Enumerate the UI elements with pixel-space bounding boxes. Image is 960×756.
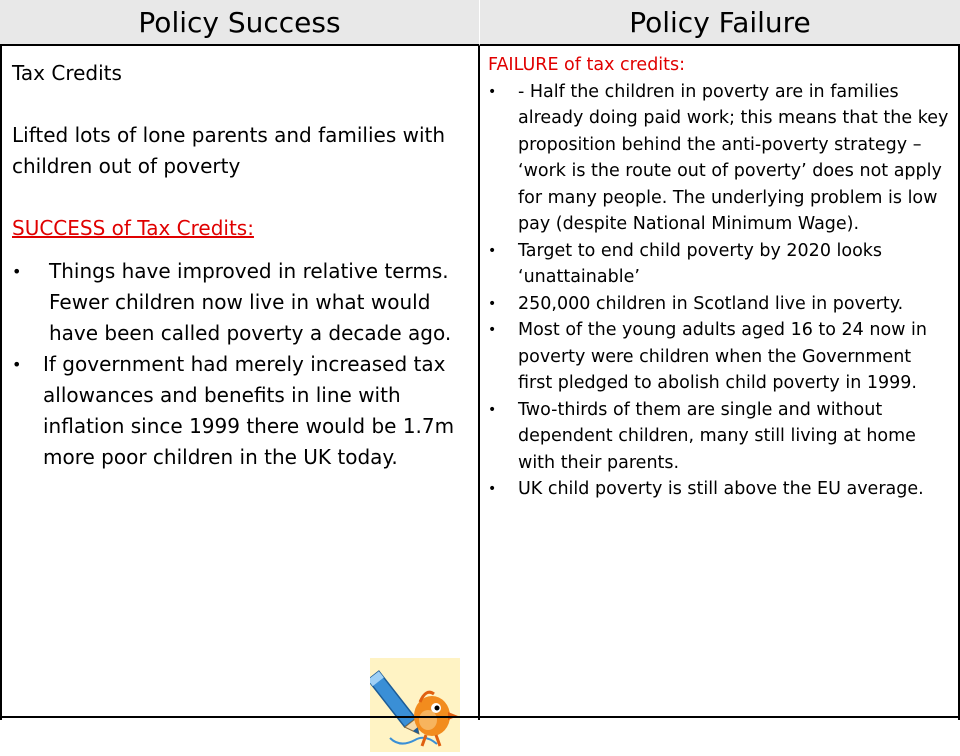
- bullet-text: UK child poverty is still above the EU average.: [518, 479, 924, 499]
- bullet-text: Two-thirds of them are single and without dependent children, many still living at home with their parents.: [518, 399, 916, 473]
- bullet-icon: •: [12, 355, 22, 374]
- list-item: [488, 238, 950, 291]
- failure-bullet-list: [488, 79, 950, 503]
- bullet-icon: •: [488, 83, 497, 100]
- intro-text: Lifted lots of lone parents and families with children out of poverty: [12, 123, 446, 178]
- bullet-icon: •: [488, 295, 497, 312]
- failure-column: [480, 46, 960, 720]
- list-item: [12, 256, 474, 349]
- bullet-icon: •: [488, 242, 497, 259]
- failure-content: [488, 52, 950, 503]
- bullet-text: If government had merely increased tax allowances and benefits in line with inflation since 1999 there would be 1.7m more poor children in the UK today.: [43, 352, 455, 469]
- list-item: [488, 79, 950, 238]
- bullet-text: 250,000 children in Scotland live in poverty.: [518, 293, 904, 314]
- list-item: [488, 397, 950, 477]
- header-left-title: Policy Success: [138, 5, 341, 39]
- list-item: [488, 291, 950, 318]
- success-content: [12, 58, 474, 473]
- header-right: [480, 0, 960, 46]
- bullet-icon: •: [488, 322, 497, 338]
- success-bullet-list: [12, 256, 474, 473]
- bullet-icon: •: [488, 481, 497, 497]
- success-column: [0, 46, 480, 720]
- pencil-bird-clipart-icon: [370, 658, 460, 752]
- bullet-text: Things have improved in relative terms. Fewer children now live in what would have been called poverty a decade ago.: [49, 259, 452, 345]
- bullet-text: Target to end child poverty by 2020 looks ‘unattainable’: [518, 240, 883, 287]
- table-bottom-border: [0, 716, 960, 718]
- failure-label: FAILURE of tax credits:: [488, 55, 686, 75]
- header-right-title: Policy Failure: [629, 5, 811, 39]
- bullet-icon: •: [12, 262, 22, 281]
- header-left: [0, 0, 480, 46]
- bullet-text: - Half the children in poverty are in families already doing paid work; this means that the key proposition behind the anti-poverty strategy – ‘work is the route out of poverty’ does not apply for many people. The underlying problem is low pay (despite National Minimum Wage).: [518, 81, 949, 234]
- bullet-text: Most of the young adults aged 16 to 24 now in poverty were children when the Government first pledged to abolish child poverty in 1999.: [518, 320, 927, 393]
- tax-credits-heading: Tax Credits: [12, 61, 122, 85]
- success-label: SUCCESS of Tax Credits:: [12, 216, 254, 240]
- bullet-icon: •: [488, 401, 497, 418]
- list-item: [488, 317, 950, 397]
- list-item: [488, 476, 950, 503]
- list-item: [12, 349, 474, 473]
